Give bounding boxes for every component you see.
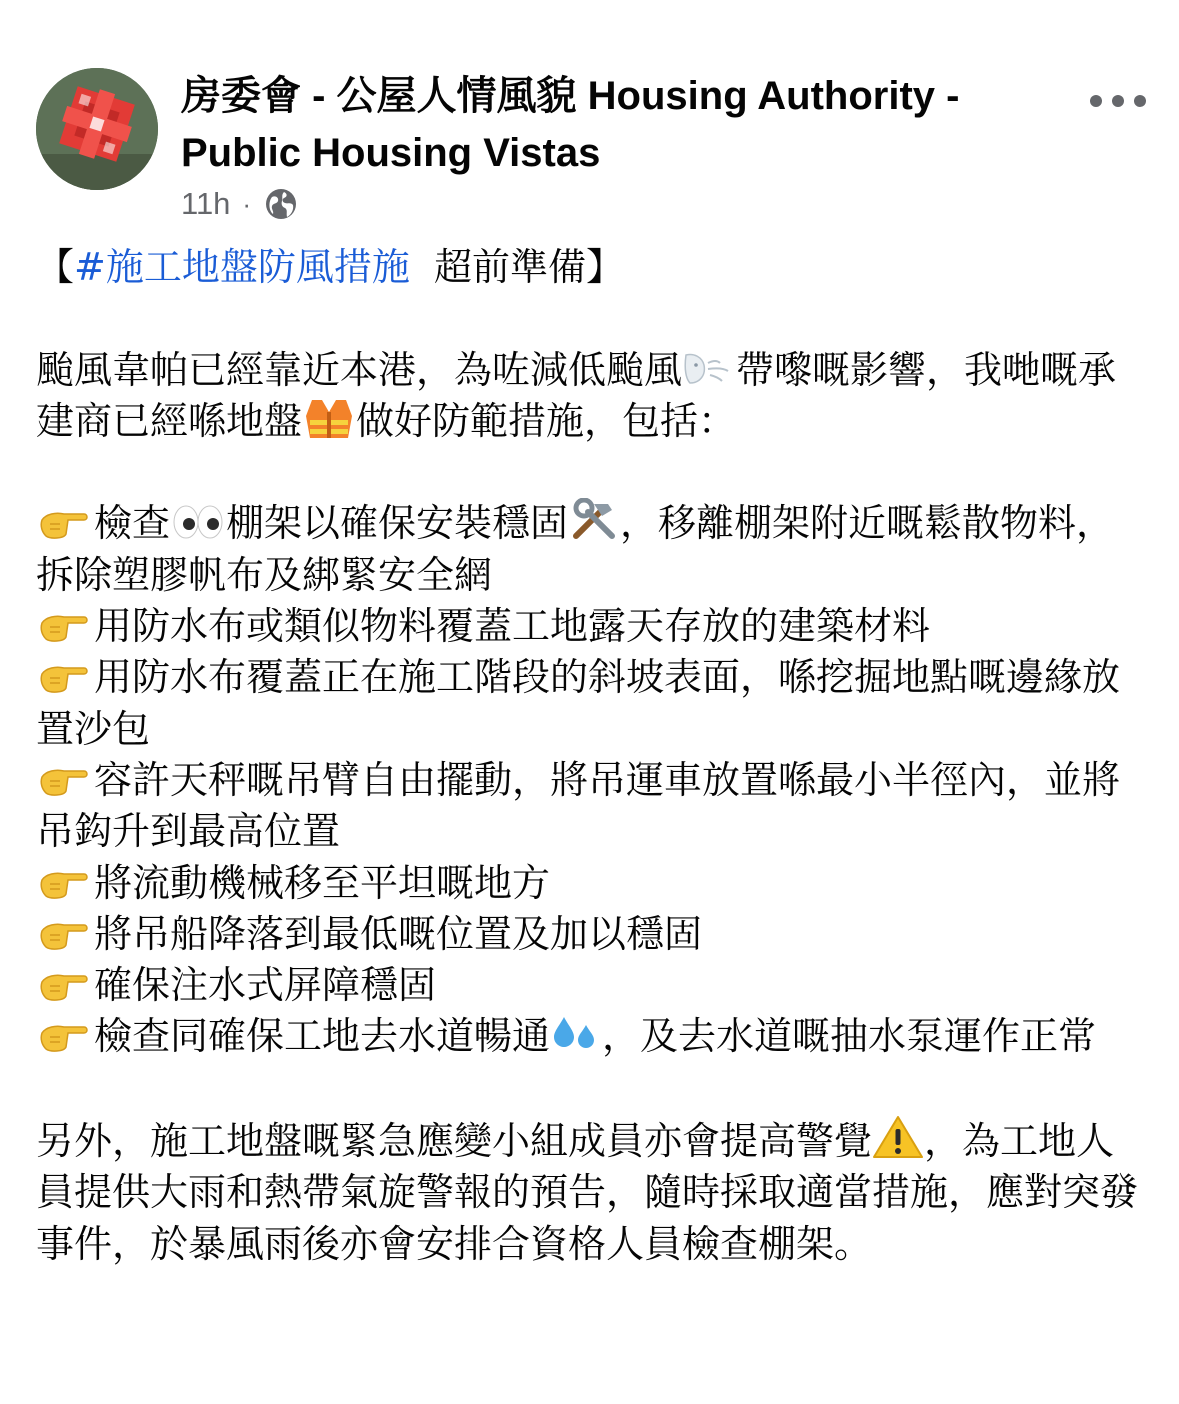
- safety-vest-icon: [302, 396, 356, 440]
- more-options-button[interactable]: [1090, 86, 1146, 116]
- hammer-wrench-icon: [568, 498, 620, 542]
- post-title: 【#施工地盤防風措施 超前準備】: [36, 245, 625, 289]
- pointing-hand-icon: [36, 966, 90, 1004]
- list-item: 用防水布覆蓋正在施工階段的斜坡表面，喺挖掘地點嘅邊緣放置沙包: [36, 655, 1121, 751]
- post-header: [36, 68, 1146, 228]
- pointing-hand-icon: [36, 504, 90, 542]
- list-item: 用防水布或類似物料覆蓋工地露天存放的建築材料: [36, 601, 1146, 652]
- more-dot-icon: [1134, 95, 1146, 107]
- hashtag-link[interactable]: #施工地盤防風措施: [74, 245, 410, 289]
- post-meta: [181, 182, 299, 226]
- eyes-icon: [170, 502, 226, 542]
- pointing-hand-icon: [36, 658, 90, 696]
- list-item: 檢查同確保工地去水道暢通 ，及去水道嘅抽水泵運作正常: [36, 1011, 1146, 1062]
- intro-paragraph: 颱風韋帕已經靠近本港，為咗減低颱風 帶嚟嘅影響，我哋嘅承建商已經喺地盤 做好防範措施，包括：: [36, 347, 1117, 443]
- sweat-droplets-icon: [550, 1011, 602, 1055]
- list-item: 檢查 棚架以確保安裝穩固 ，移離棚架附近嘅鬆散物料，拆除塑膠帆布及綁緊安全網: [36, 498, 1146, 601]
- meta-separator: ·: [242, 188, 252, 219]
- pointing-hand-icon: [36, 1017, 90, 1055]
- list-item: 將流動機械移至平坦嘅地方: [36, 858, 1146, 909]
- post-time[interactable]: 11h: [181, 186, 231, 221]
- more-dot-icon: [1112, 95, 1124, 107]
- closing-paragraph: 另外，施工地盤嘅緊急應變小組成員亦會提高警覺 ，為工地人員提供大雨和熱帶氣旋警報的預告，隨時採取適當措施，應對突發事件，於暴風雨後亦會安排合資格人員檢查棚架。: [36, 1114, 1146, 1270]
- pointing-hand-icon: [36, 607, 90, 645]
- pointing-hand-icon: [36, 761, 90, 799]
- globe-icon[interactable]: [263, 186, 299, 222]
- post-body: [36, 242, 1146, 1270]
- pointing-hand-icon: [36, 915, 90, 953]
- list-item: 將吊船降落到最低嘅位置及加以穩固: [36, 909, 1146, 960]
- list-item: 容許天秤嘅吊臂自由擺動，將吊運車放置喺最小半徑內，並將吊鈎升到最高位置: [36, 757, 1121, 854]
- warning-icon: [872, 1114, 924, 1160]
- list-item: 確保注水式屏障穩固: [36, 960, 1146, 1011]
- more-dot-icon: [1090, 95, 1102, 107]
- page-name[interactable]: 房委會 - 公屋人情風貌 Housing Authority - Public Housing Vistas: [181, 74, 960, 175]
- page-avatar[interactable]: [36, 68, 158, 190]
- wind-face-icon: [682, 349, 736, 389]
- pointing-hand-icon: [36, 864, 90, 902]
